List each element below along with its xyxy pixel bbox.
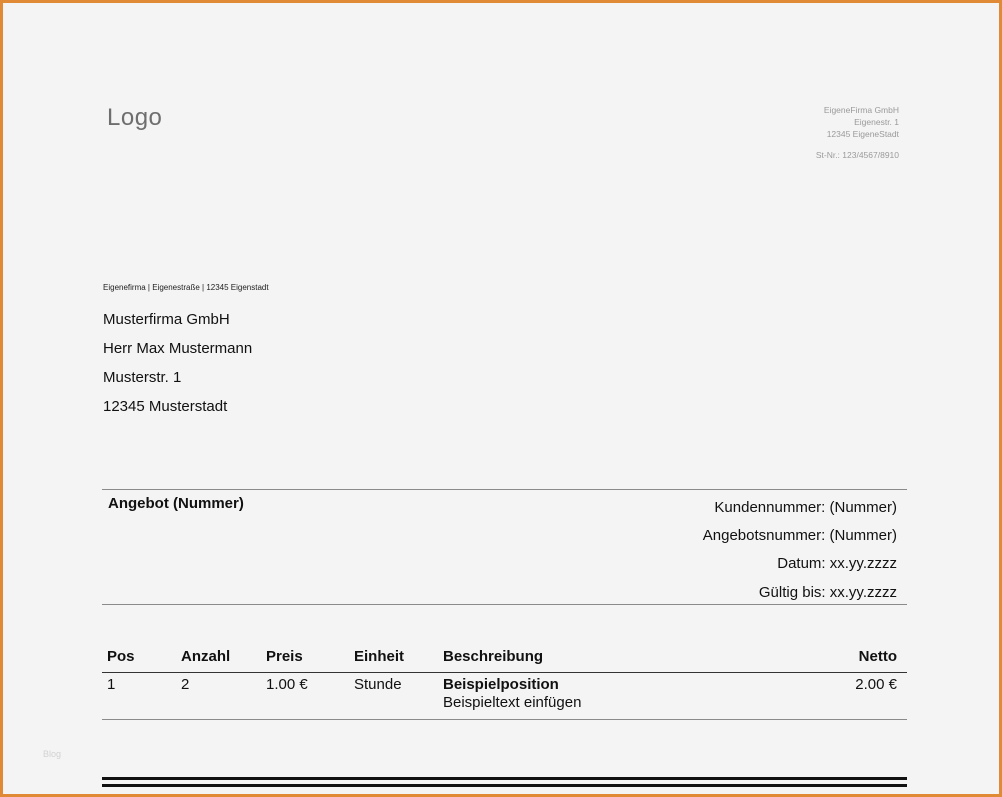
column-header-netto: Netto	[858, 648, 897, 665]
company-name: EigeneFirma GmbH	[823, 105, 899, 115]
meta-row-date	[703, 550, 897, 578]
column-header-pos: Pos	[107, 648, 135, 665]
meta-row-offer-number	[703, 522, 897, 550]
meta-row-customer-number	[703, 494, 897, 522]
cell-anzahl: 2	[181, 676, 190, 693]
company-street: Eigenestr. 1	[854, 117, 899, 127]
cell-beschreibung	[443, 676, 581, 711]
meta-row-valid-until	[703, 579, 897, 607]
sender-return-line: Eigenefirma | Eigenestraße | 12345 Eigenstadt	[103, 283, 269, 292]
column-header-beschreibung: Beschreibung	[443, 648, 544, 665]
divider-top	[102, 489, 907, 490]
recipient-street: Musterstr. 1	[103, 369, 182, 386]
recipient-company: Musterfirma GmbH	[103, 311, 230, 328]
column-header-anzahl: Anzahl	[181, 648, 231, 665]
meta-value: (Nummer)	[829, 527, 897, 545]
column-header-preis: Preis	[266, 648, 303, 665]
divider-meta	[102, 604, 907, 605]
meta-value: xx.yy.zzzz	[829, 583, 897, 601]
cell-preis: 1.00 €	[266, 676, 308, 693]
column-header-einheit: Einheit	[354, 648, 405, 665]
cell-pos: 1	[107, 676, 116, 693]
meta-label: Datum:	[777, 555, 826, 573]
logo: Logo	[107, 104, 163, 131]
table-end-divider	[102, 719, 907, 720]
cell-einheit: Stunde	[354, 676, 402, 693]
offer-meta	[703, 494, 897, 607]
cell-netto: 2.00 €	[855, 676, 897, 693]
meta-value: xx.yy.zzzz	[829, 555, 897, 573]
company-tax-number: St-Nr.: 123/4567/8910	[815, 150, 899, 160]
item-description: Beispieltext einfügen	[443, 694, 582, 711]
item-title: Beispielposition	[443, 676, 559, 693]
footer-rule-1	[102, 777, 907, 780]
company-city: 12345 EigeneStadt	[826, 129, 899, 139]
meta-label: Gültig bis:	[758, 583, 826, 601]
recipient-address	[103, 305, 252, 421]
watermark-text: Blog	[43, 749, 62, 759]
company-info	[816, 104, 899, 161]
table-header-divider	[102, 672, 907, 673]
meta-label: Kundennummer:	[714, 499, 826, 516]
recipient-person: Herr Max Mustermann	[103, 340, 253, 357]
recipient-city: 12345 Musterstadt	[103, 398, 228, 415]
footer-rule-2	[102, 784, 907, 787]
offer-title: Angebot (Nummer)	[108, 495, 244, 512]
meta-value: (Nummer)	[829, 499, 897, 516]
meta-label: Angebotsnummer:	[702, 527, 826, 545]
